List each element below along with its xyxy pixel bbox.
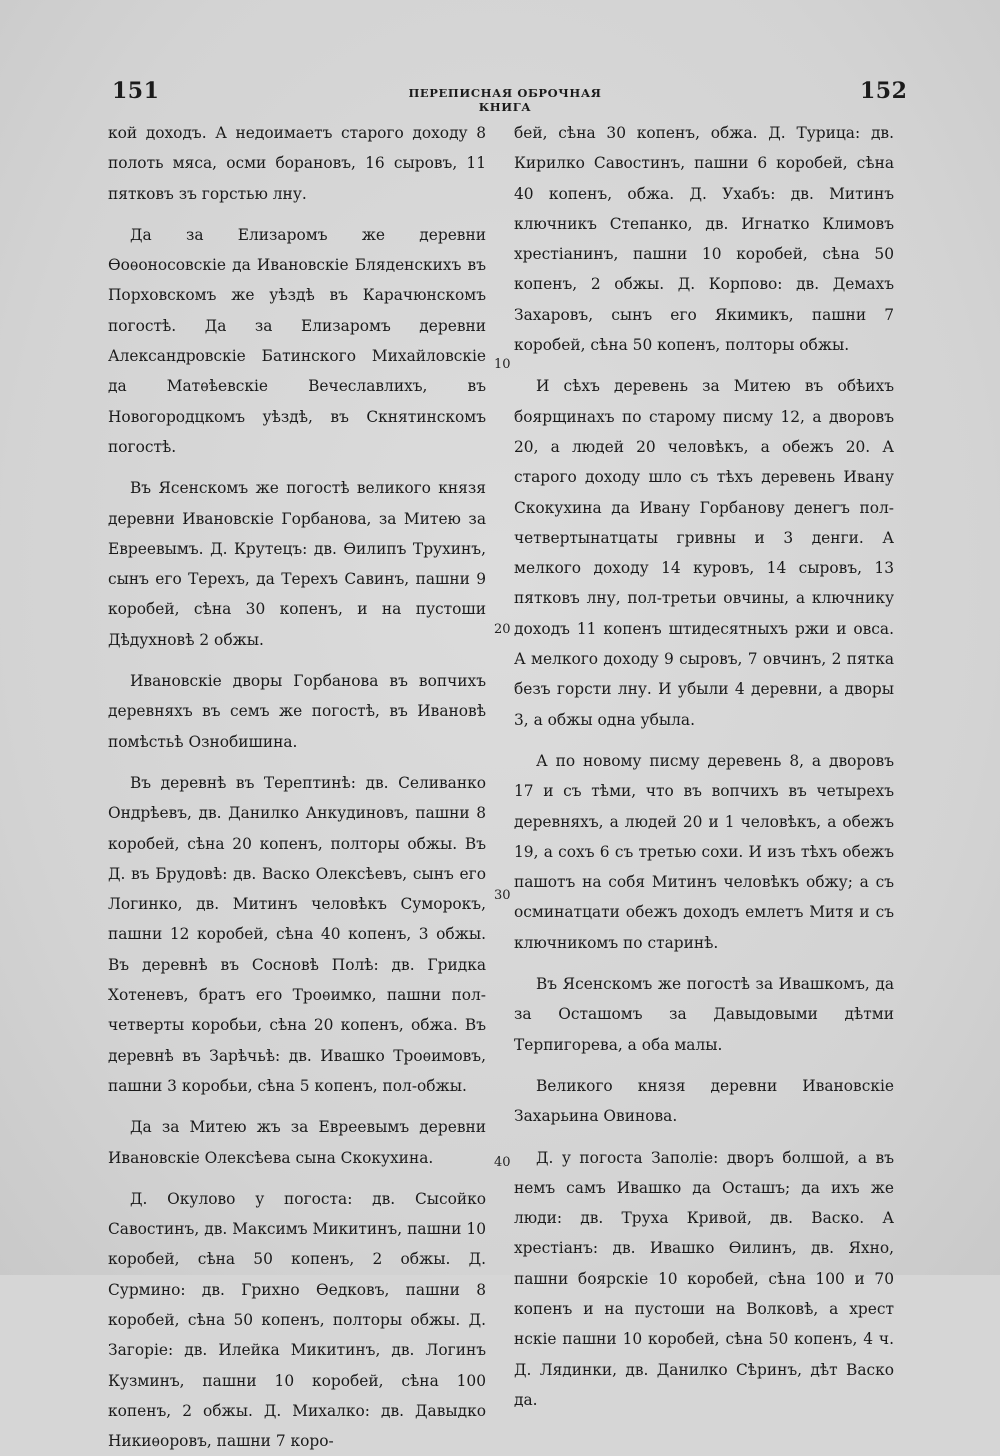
paragraph: И сѣхъ деревень за Митею въ обѣихъ боярщинахъ по старому писму 12, а дворовъ 20, а людей 20 человѣкъ, а обежъ 20. А старого доходу шло съ тѣхъ деревень Ивану Скокухина да Ивану Горбанову денегъ пол-четвертынатцаты гривны и 3 денги. А мелкого доходу 14 куровъ, 14 сыровъ, 13 пятковъ лну, пол-третьи овчины, а ключнику доходъ 11 копенъ штидесятныхъ ржи и овса. А мелкого доходу 9 сыровъ, 7 овчинъ, 2 пятка безъ горсти лну. И убыли 4 деревни, а дворы 3, а обжы одна убыла. <box>514 377 894 729</box>
page-number-right: 152 <box>860 78 908 104</box>
right-column <box>514 118 894 1415</box>
line-number: 30 <box>494 888 511 903</box>
paragraph: Да за Елизаромъ же деревни Ѳоѳоносовскіе да Ивановскіе Бляденскихъ въ Порховскомъ же уѣздѣ въ Карачюнскомъ погостѣ. Да за Елизаромъ деревни Александровскіе Батинского Михайловскіе да Матѳѣевскіе Вечеславлихъ, въ Новогородцкомъ уѣздѣ, въ Скнятинскомъ погостѣ. <box>108 225 486 456</box>
paragraph: Въ Ясенскомъ же погостѣ великого князя деревни Ивановскіе Горбанова, за Митею за Евреевымъ. Д. Крутецъ: дв. Ѳилипъ Трухинъ, сынъ его Терехъ, да Терехъ Савинъ, пашни 9 коробей, сѣна 30 копенъ, и на пустоши Дѣдухновѣ 2 обжы. <box>108 479 486 649</box>
paragraph: Да за Митею жъ за Евреевымъ деревни Ивановскіе Олексѣева сына Скокухина. <box>108 1118 486 1167</box>
paragraph: Въ Ясенскомъ же погостѣ за Ивашкомъ, да за Осташомъ за Давыдовыми дѣтми Терпигорева, а оба малы. <box>514 975 894 1054</box>
paragraph: Въ деревнѣ въ Терептинѣ: дв. Селиванко Ондрѣевъ, дв. Данилко Анкудиновъ, пашни 8 коробей, сѣна 20 копенъ, полторы обжы. Въ Д. въ Брудовѣ: дв. Васко Олексѣевъ, сынъ его Логинко, дв. Митинъ человѣкъ Суморокъ, пашни 12 коробей, сѣна 40 копенъ, 3 обжы. Въ деревнѣ въ Сосновѣ Полѣ: дв. Гридка Хотеневъ, братъ его Троѳимко, пашни пол-четверты коробьи, сѣна 20 копенъ, обжа. Въ деревнѣ въ Зарѣчьѣ: дв. Ивашко Троѳимовъ, пашни 3 коробьи, сѣна 5 копенъ, пол-обжы. <box>108 773 486 1095</box>
line-number: 20 <box>494 622 511 637</box>
paragraph: Ивановскіе дворы Горбанова въ вопчихъ деревняхъ въ семъ же погостѣ, въ Ивановѣ помѣстьѣ Ознобишина. <box>108 672 486 751</box>
paragraph: Д. у погоста Заполіе: дворъ болшой, а въ немъ самъ Ивашко да Осташъ; да ихъ же люди: дв. Труха Кривой, дв. Васко. А хрестіанъ: дв. Ивашко Ѳилинъ, дв. Яхно, пашни боярскіе 10 коробей, сѣна 100 и 70 копенъ и на пустоши на Волковѣ, а хрест нскіе пашни 10 коробей, сѣна 50 копенъ, 4 ч. Д. Лядинки, дв. Данилко Сѣринъ, дѣт Васко да. <box>514 1148 894 1409</box>
line-number: 10 <box>494 357 511 372</box>
page-header <box>0 78 1000 112</box>
running-title: ПЕРЕПИСНАЯ ОБРОЧНАЯ КНИГА <box>408 86 602 114</box>
line-number: 40 <box>494 1155 511 1170</box>
left-column <box>108 118 486 1456</box>
paragraph: кой доходъ. А недоимаетъ старого доходу 8 полоть мяса, осми борановъ, 16 сыровъ, 11 пятковъ зъ горстью лну. <box>108 124 486 203</box>
paragraph: Д. Окулово у погоста: дв. Сысойко Савостинъ, дв. Максимъ Микитинъ, пашни 10 коробей, сѣна 50 копенъ, 2 обжы. Д. Сурмино: дв. Грихно Ѳедковъ, пашни 8 коробей, сѣна 50 копенъ, полторы обжы. Д. Загоріе: дв. Илейка Микитинъ, дв. Логинъ Кузминъ, пашни 10 коробей, сѣна 100 копенъ, 2 обжы. Д. Михалко: дв. Давыдко Никиѳоровъ, пашни 7 коро- <box>108 1189 486 1451</box>
paragraph: Великого князя деревни Ивановскіе Захарьина Овинова. <box>514 1076 894 1126</box>
paragraph: А по новому писму деревень 8, а дворовъ 17 и съ тѣми, что въ вопчихъ въ четырехъ деревняхъ, а людей 20 и 1 человѣкъ, а обежъ 19, а сохъ 6 съ третью сохи. И изъ тѣхъ обежъ пашотъ на собя Митинъ человѣкъ обжу; а съ осминатцати обежъ доходъ емлетъ Митя и съ ключникомъ по старинѣ. <box>514 751 894 952</box>
page-number-left: 151 <box>112 78 160 104</box>
paragraph: бей, сѣна 30 копенъ, обжа. Д. Турица: дв. Кирилко Савостинъ, пашни 6 коробей, сѣна 40 копенъ, обжа. Д. Ухабъ: дв. Митинъ ключникъ Степанко, дв. Игнатко Климовъ хрестіанинъ, пашни 10 коробей, сѣна 50 копенъ, 2 обжы. Д. Корпово: дв. Демахъ Захаровъ, сынъ его Якимикъ, пашни 7 коробей, сѣна 50 копенъ, полторы обжы. <box>514 124 894 355</box>
